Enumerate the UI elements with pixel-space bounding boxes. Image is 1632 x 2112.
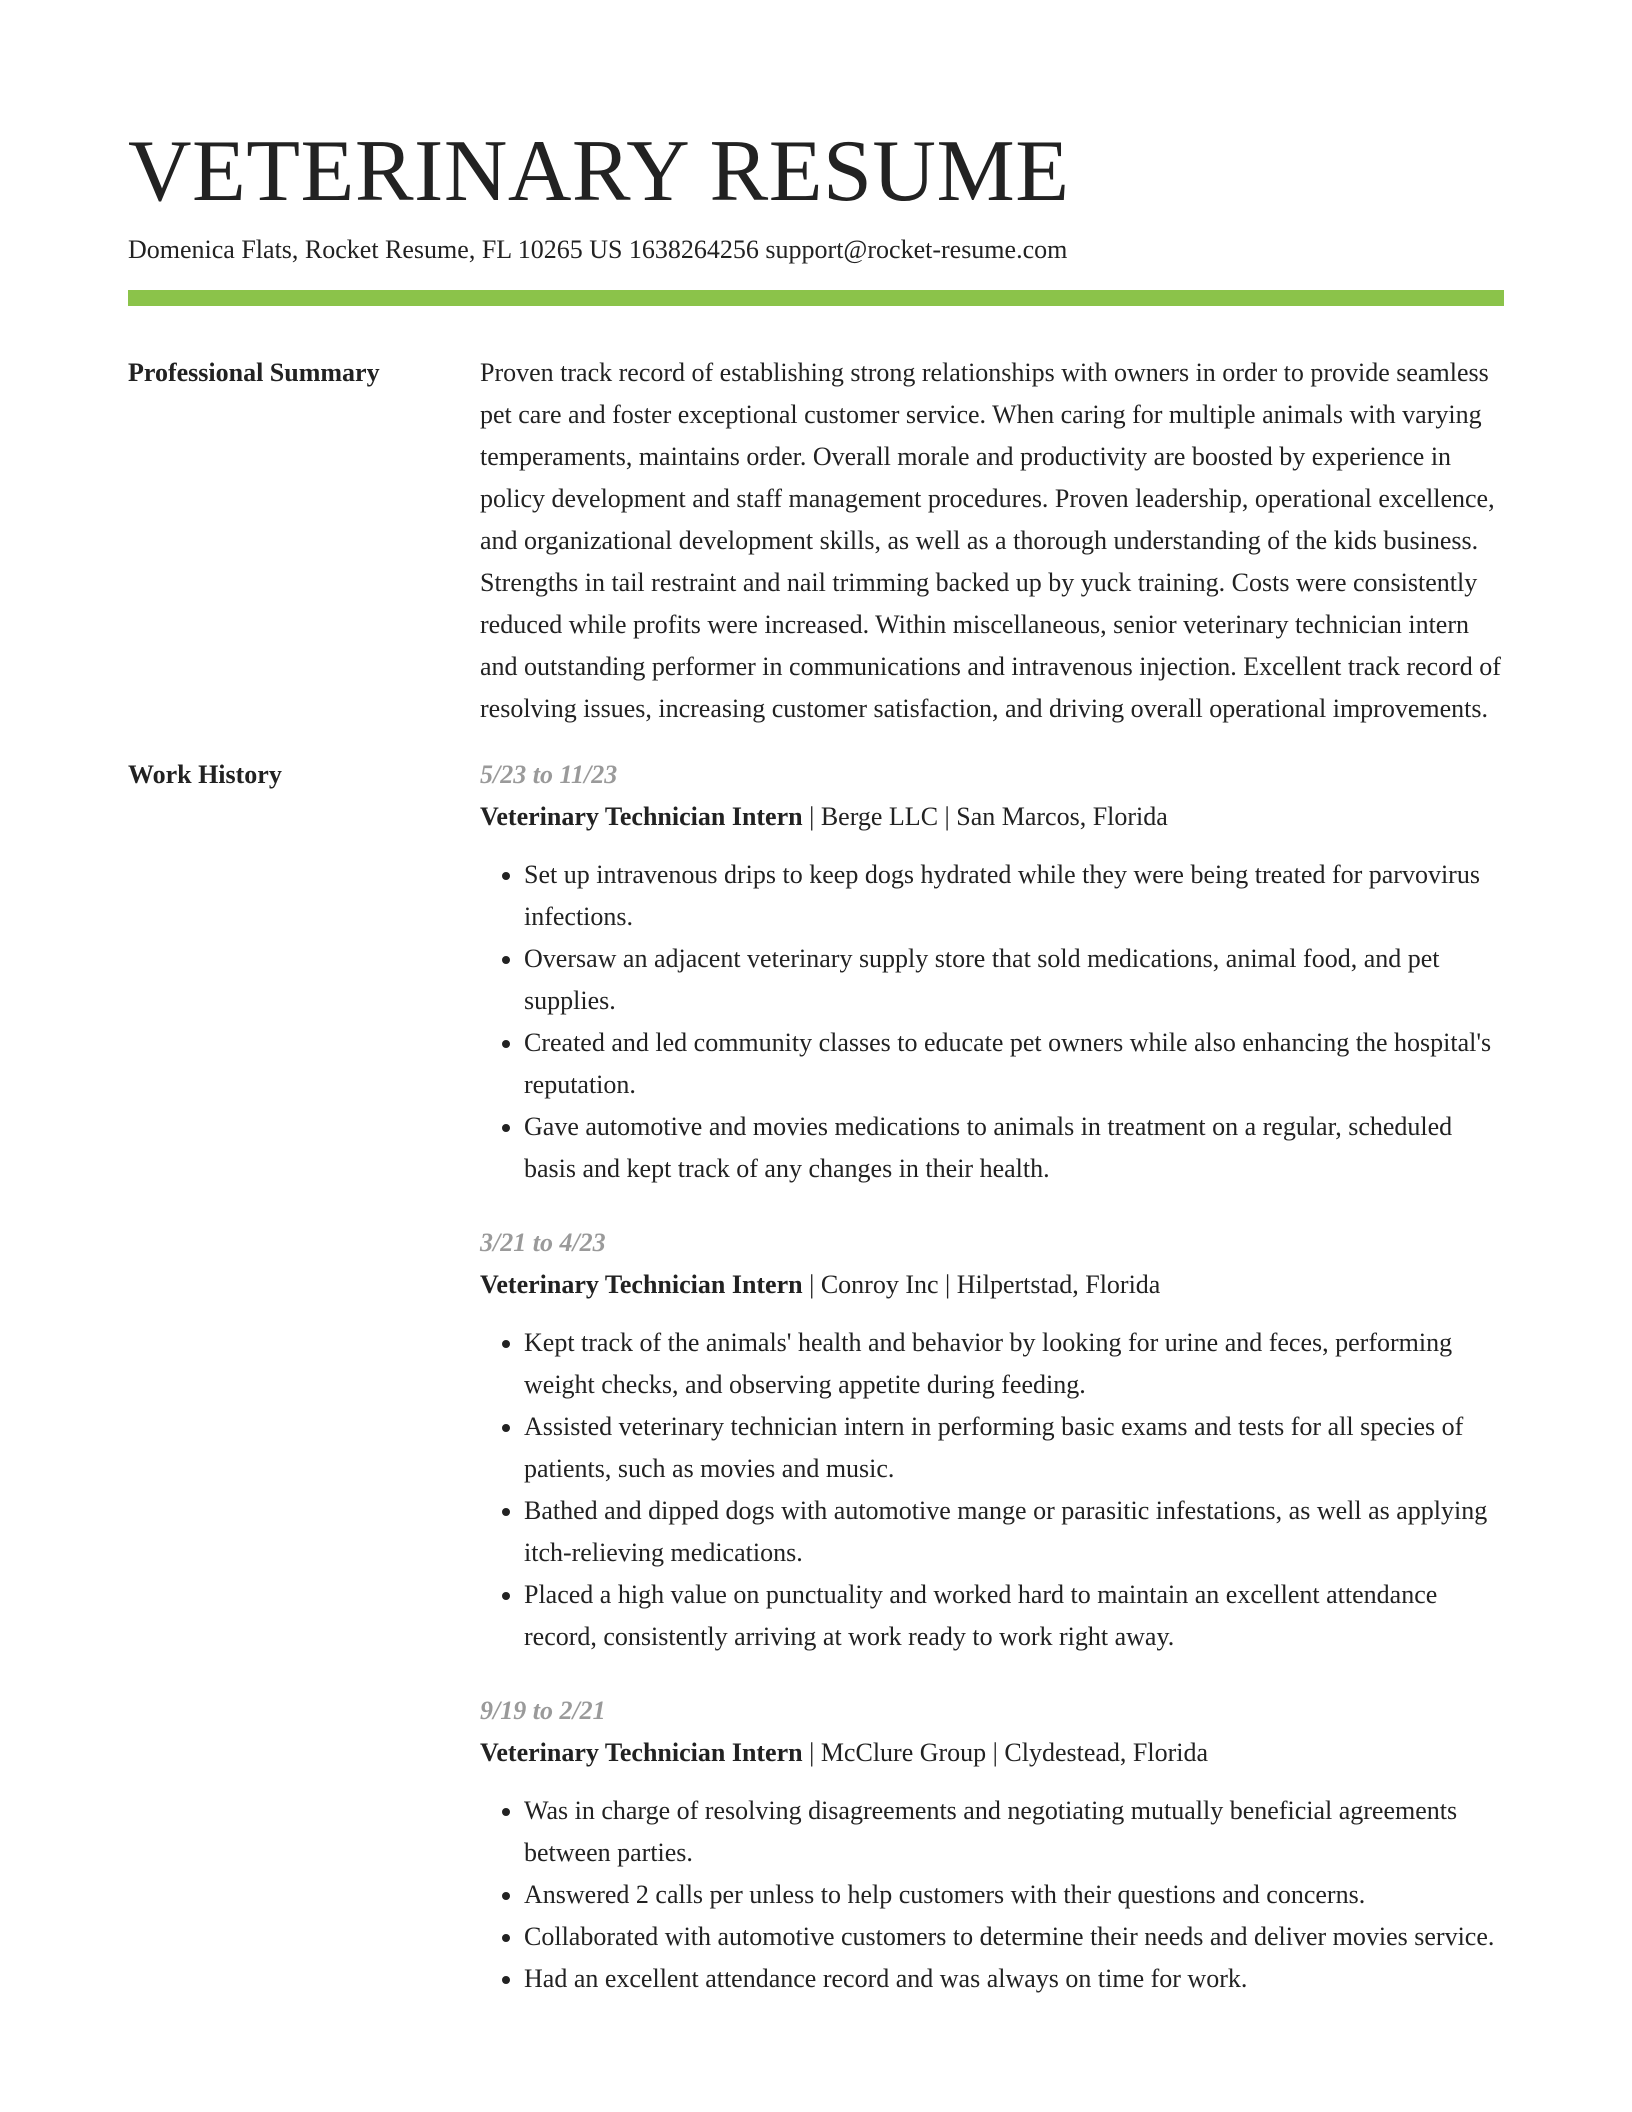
- job-line: [480, 1732, 1504, 1774]
- job-bullet: • Answered 2 calls per unless to help customers with their questions and concerns.: [524, 1874, 1504, 1916]
- job-bullet: • Kept track of the animals' health and behavior by looking for urine and feces, performing weight checks, and observing appetite during feeding.: [524, 1322, 1504, 1406]
- job-bullet: • Collaborated with automotive customers to determine their needs and deliver movies service.: [524, 1916, 1504, 1958]
- job-title: Veterinary Technician Intern: [480, 802, 803, 831]
- contact-line: Domenica Flats, Rocket Resume, FL 10265 US 1638264256 support@rocket-resume.com: [128, 235, 1068, 264]
- summary-heading: Professional Summary: [128, 358, 380, 387]
- job-bullet: • Set up intravenous drips to keep dogs hydrated while they were being treated for parvovirus infections.: [524, 854, 1504, 938]
- summary-section: [128, 358, 1504, 730]
- job-bullet: • Gave automotive and movies medications to animals in treatment on a regular, scheduled basis and kept track of any changes in their health.: [524, 1106, 1504, 1190]
- job-entry: [480, 754, 1504, 1190]
- job-title: Veterinary Technician Intern: [480, 1738, 803, 1767]
- job-bullets: [480, 1790, 1504, 2000]
- job-bullet: • Assisted veterinary technician intern in performing basic exams and tests for all species of patients, such as movies and music.: [524, 1406, 1504, 1490]
- job-title: Veterinary Technician Intern: [480, 1270, 803, 1299]
- job-bullet: • Had an excellent attendance record and was always on time for work.: [524, 1958, 1504, 2000]
- job-dates: 3/21 to 4/23: [480, 1228, 606, 1257]
- work-history-heading: Work History: [128, 760, 282, 789]
- job-details: | Berge LLC | San Marcos, Florida: [802, 802, 1168, 831]
- job-dates: 9/19 to 2/21: [480, 1696, 606, 1725]
- work-history-section: [128, 760, 1504, 2032]
- job-details: | Conroy Inc | Hilpertstad, Florida: [802, 1270, 1161, 1299]
- job-details: | McClure Group | Clydestead, Florida: [802, 1738, 1209, 1767]
- work-history-body: [480, 754, 1504, 2032]
- job-bullet: • Created and led community classes to educate pet owners while also enhancing the hospital's reputation.: [524, 1022, 1504, 1106]
- resume-page: [128, 0, 1504, 2032]
- resume-title: VETERINARY RESUME: [128, 123, 1070, 220]
- job-bullets: [480, 1322, 1504, 1658]
- job-bullet: • Was in charge of resolving disagreements and negotiating mutually beneficial agreements between parties.: [524, 1790, 1504, 1874]
- job-bullet: • Oversaw an adjacent veterinary supply store that sold medications, animal food, and pet supplies.: [524, 938, 1504, 1022]
- job-line: [480, 796, 1504, 838]
- summary-body: [480, 352, 1504, 730]
- job-bullet: • Bathed and dipped dogs with automotive mange or parasitic infestations, as well as applying itch-relieving medications.: [524, 1490, 1504, 1574]
- job-dates: 5/23 to 11/23: [480, 760, 618, 789]
- job-line: [480, 1264, 1504, 1306]
- job-entry: [480, 1690, 1504, 2000]
- job-bullets: [480, 854, 1504, 1190]
- header-divider: [128, 290, 1504, 306]
- summary-text: Proven track record of establishing strong relationships with owners in order to provide seamless pet care and foster exceptional customer service. When caring for multiple animals with varying temperaments, maintains order. Overall morale and productivity are boosted by experience in policy development and staff management procedures. Proven leadership, operational excellence, and organizational development skills, as well as a thorough understanding of the kids business. Strengths in tail restraint and nail trimming backed up by yuck training. Costs were consistently reduced while profits were increased. Within miscellaneous, senior veterinary technician intern and outstanding performer in communications and intravenous injection. Excellent track record of resolving issues, increasing customer satisfaction, and driving overall operational improvements.: [480, 358, 1501, 723]
- job-entry: [480, 1222, 1504, 1658]
- job-bullet: • Placed a high value on punctuality and worked hard to maintain an excellent attendance record, consistently arriving at work ready to work right away.: [524, 1574, 1504, 1658]
